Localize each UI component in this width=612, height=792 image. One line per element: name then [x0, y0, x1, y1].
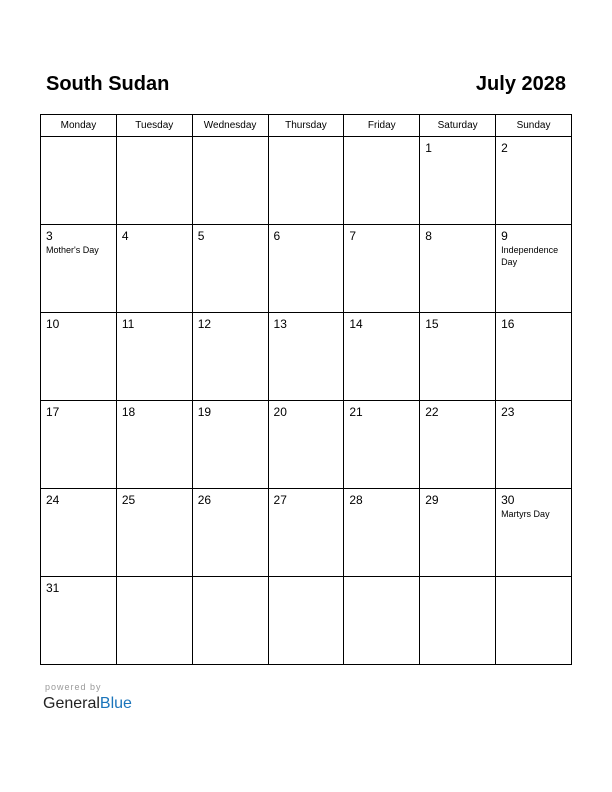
day-number: 2 [501, 141, 508, 155]
calendar-day-cell [268, 401, 344, 489]
calendar-grid [40, 114, 572, 665]
calendar-day-cell [344, 489, 420, 577]
calendar-day-cell [268, 577, 344, 665]
day-number: 18 [121, 405, 136, 419]
calendar-week-row [41, 401, 572, 489]
brand-general-text: General [43, 695, 100, 712]
calendar-day-cell [496, 577, 572, 665]
footer-branding [43, 682, 132, 714]
weekday-wednesday: Wednesday [192, 115, 268, 137]
calendar-day-cell [192, 313, 268, 401]
calendar-day-cell [420, 313, 496, 401]
day-number: 13 [273, 317, 287, 331]
calendar-day-cell [420, 137, 496, 225]
brand-blue-text: Blue [99, 695, 132, 712]
calendar-day-cell [41, 313, 117, 401]
day-number: 16 [501, 317, 515, 331]
calendar-day-cell [496, 225, 572, 313]
calendar-week-row [41, 313, 572, 401]
holiday-label: Mother's Day [46, 245, 99, 255]
calendar-day-cell [41, 489, 117, 577]
calendar-day-cell [192, 577, 268, 665]
calendar-day-cell [41, 225, 117, 313]
calendar-day-cell [192, 489, 268, 577]
day-number: 1 [425, 141, 432, 155]
calendar-day-cell [344, 137, 420, 225]
calendar-week-row [41, 489, 572, 577]
calendar-day-cell [344, 401, 420, 489]
day-number: 14 [349, 317, 363, 331]
powered-by-label: powered by [45, 682, 102, 692]
day-number: 20 [273, 405, 287, 419]
calendar-week-row [41, 225, 572, 313]
calendar-day-cell [116, 577, 192, 665]
country-title: South Sudan [46, 73, 170, 95]
calendar-day-cell [192, 401, 268, 489]
day-number: 7 [349, 229, 357, 243]
calendar-day-cell [268, 313, 344, 401]
day-number: 24 [46, 493, 60, 507]
day-number: 26 [197, 493, 212, 507]
calendar-day-cell [41, 401, 117, 489]
weekday-sunday: Sunday [496, 115, 572, 137]
calendar-day-cell [420, 225, 496, 313]
day-number: 28 [349, 493, 363, 507]
calendar-day-cell [192, 137, 268, 225]
day-number: 12 [197, 317, 212, 331]
calendar-day-cell [420, 401, 496, 489]
calendar-day-cell [116, 225, 192, 313]
calendar-day-cell [496, 489, 572, 577]
day-number: 27 [273, 493, 287, 507]
weekday-header-row [41, 115, 572, 137]
calendar-day-cell [268, 489, 344, 577]
day-number: 31 [46, 581, 60, 595]
day-number: 6 [273, 229, 281, 243]
day-number: 11 [121, 317, 135, 331]
day-number: 17 [46, 405, 60, 419]
calendar-day-cell [268, 137, 344, 225]
holiday-label: Independence Day [501, 245, 559, 267]
day-number: 19 [197, 405, 212, 419]
calendar-day-cell [496, 401, 572, 489]
calendar-day-cell [420, 577, 496, 665]
calendar-day-cell [344, 225, 420, 313]
day-number: 3 [46, 229, 53, 243]
weekday-saturday: Saturday [420, 115, 496, 137]
calendar-day-cell [116, 313, 192, 401]
holiday-label: Martyrs Day [501, 509, 550, 519]
day-number: 30 [501, 493, 515, 507]
calendar-day-cell [496, 313, 572, 401]
day-number: 25 [121, 493, 136, 507]
calendar-week-row [41, 137, 572, 225]
day-number: 4 [121, 229, 129, 243]
weekday-monday: Monday [41, 115, 117, 137]
calendar-day-cell [116, 137, 192, 225]
weekday-thursday: Thursday [268, 115, 344, 137]
calendar-day-cell [344, 313, 420, 401]
day-number: 10 [46, 317, 60, 331]
day-number: 23 [501, 405, 515, 419]
month-title: July 2028 [475, 73, 566, 95]
weekday-tuesday: Tuesday [116, 115, 192, 137]
generalblue-logo[interactable] [43, 694, 132, 714]
calendar-day-cell [420, 489, 496, 577]
calendar-day-cell [496, 137, 572, 225]
day-number: 22 [425, 405, 439, 419]
calendar-day-cell [344, 577, 420, 665]
calendar-week-row [41, 577, 572, 665]
calendar-day-cell [192, 225, 268, 313]
day-number: 5 [197, 229, 205, 243]
calendar-day-cell [41, 137, 117, 225]
calendar-day-cell [268, 225, 344, 313]
day-number: 21 [349, 405, 363, 419]
calendar-day-cell [116, 401, 192, 489]
day-number: 8 [425, 229, 432, 243]
weekday-friday: Friday [344, 115, 420, 137]
day-number: 15 [425, 317, 439, 331]
calendar-day-cell [116, 489, 192, 577]
day-number: 29 [425, 493, 439, 507]
day-number: 9 [501, 229, 508, 243]
calendar-day-cell [41, 577, 117, 665]
